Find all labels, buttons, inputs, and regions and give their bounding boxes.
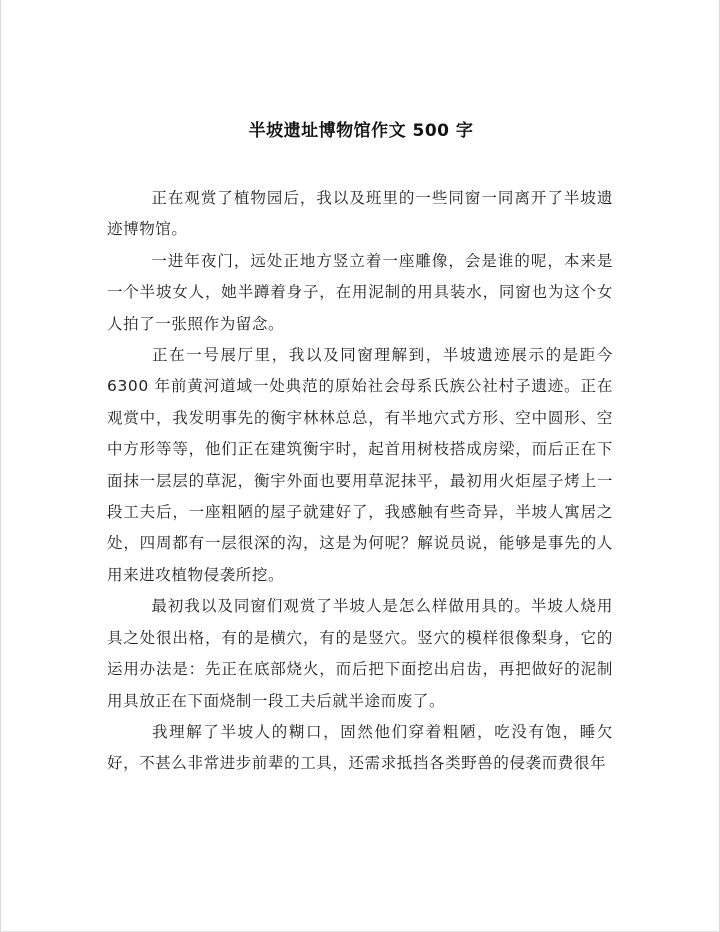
paragraph-3 (107, 340, 613, 591)
paragraph-text: 正在观赏了植物园后，我以及班里的一些同窗一同离开了半坡遗迹博物馆。 (107, 189, 613, 239)
document-body (107, 183, 613, 780)
paragraph-text: 最初我以及同窗们观赏了半坡人是怎么样做用具的。半坡人烧用具之处很出格，有的是横穴，有的是竖穴。竖穴的模样很像梨身，它的运用办法是：先正在底部烧火，而后把下面挖出启齿，再把做好的泥制用具放正在下面烧制一段工夫后就半途而废了。 (107, 597, 613, 710)
document-title: 半坡遗址博物馆作文 500 字 (248, 121, 474, 141)
paragraph-1 (107, 183, 613, 246)
paragraph-text: 正在一号展厅里，我以及同窗理解到，半坡遗迹展示的是距今 6300 年前黄河道域一处典范的原始社会母系氏族公社村子遗迹。正在观赏中，我发明事先的衡宇林林总总，有半地穴式方形、空中圆形、空中方形等等，他们正在建筑衡宇时，起首用树枝搭成房梁，而后正在下面抹一层层的草泥，衡宇外面也要用草泥抹平，最初用火炬屋子烤上一段工夫后，一座粗陋的屋子就建好了，我感触有些奇异，半坡人寓居之处，四周都有一层很深的沟，这是为何呢？解说员说，能够是事先的人用来进攻植物侵袭所挖。 (107, 346, 613, 584)
paragraph-2 (107, 246, 613, 340)
paragraph-text: 我理解了半坡人的糊口，固然他们穿着粗陋，吃没有饱，睡欠好，不甚么非常进步前辈的工具，还需求抵挡各类野兽的侵袭而费很年 (107, 722, 613, 773)
paragraph-text: 一进年夜门，远处正地方竖立着一座雕像，会是谁的呢，本来是一个半坡女人，她半蹲着身子，在用泥制的用具装水，同窗也为这个女人拍了一张照作为留念。 (107, 251, 613, 333)
paragraph-5 (107, 717, 613, 780)
paragraph-4 (107, 591, 613, 717)
